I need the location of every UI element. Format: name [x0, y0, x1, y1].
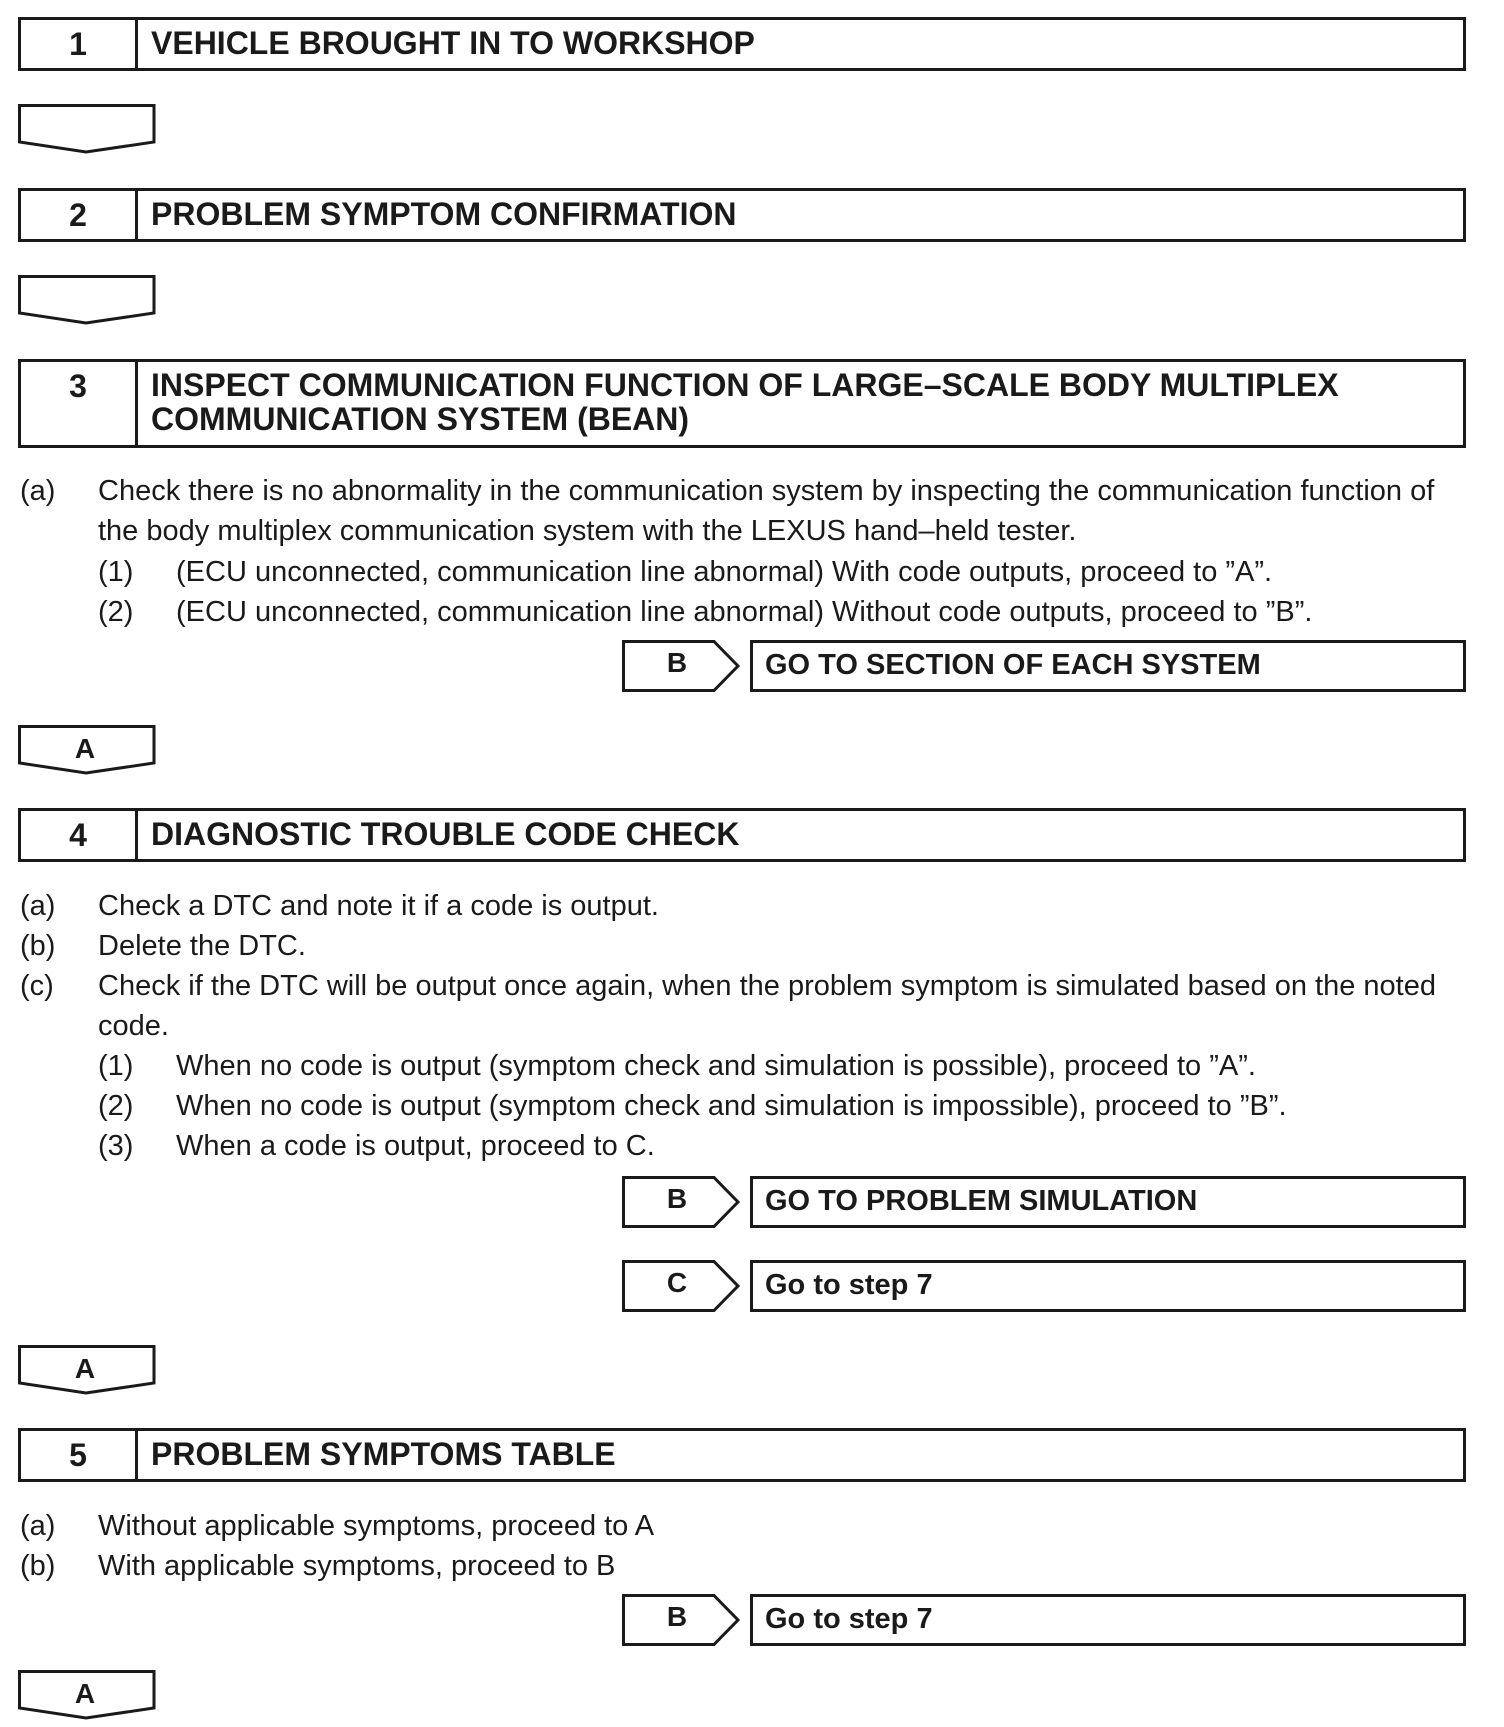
step-4-header: [18, 808, 1466, 862]
branch-key: B: [666, 647, 688, 678]
step-title: PROBLEM SYMPTOMS TABLE: [151, 1436, 616, 1472]
branch-key: B: [666, 1601, 688, 1632]
flow-arrow-a: [18, 1670, 156, 1724]
flow-label: A: [74, 1678, 96, 1709]
step-2-header: [18, 188, 1466, 242]
item-label: (c): [20, 970, 54, 1002]
step-title: DIAGNOSTIC TROUBLE CODE CHECK: [151, 816, 740, 852]
branch-b: [622, 1176, 1466, 1228]
item-label: (1): [98, 556, 134, 588]
step-title: INSPECT COMMUNICATION FUNCTION OF LARGE–SCALE BODY MULTIPLEX COMMUNICATION SYSTEM (BEAN): [151, 367, 1339, 437]
item-text: Delete the DTC.: [98, 930, 306, 962]
item-label: (2): [98, 1090, 134, 1122]
branch-key: C: [666, 1267, 688, 1298]
item-label: (1): [98, 1050, 134, 1082]
step-number: 5: [21, 1431, 138, 1479]
step-3-header: [18, 359, 1466, 448]
branch-b: [622, 640, 1466, 692]
branch-target: Go to step 7: [750, 1594, 1466, 1646]
item-text: Check a DTC and note it if a code is output.: [98, 890, 659, 922]
flow-label: A: [74, 733, 96, 764]
item-label: (b): [20, 930, 56, 962]
item-text: (ECU unconnected, communication line abnormal) With code outputs, proceed to ”A”.: [176, 556, 1273, 588]
step-number: 2: [21, 191, 138, 239]
branch-target: GO TO PROBLEM SIMULATION: [750, 1176, 1466, 1228]
branch-b: [622, 1594, 1466, 1646]
flow-arrow: [18, 104, 156, 158]
item-label: (a): [20, 475, 56, 507]
branch-c: [622, 1260, 1466, 1312]
step-number: 1: [21, 20, 138, 68]
item-text: (ECU unconnected, communication line abnormal) Without code outputs, proceed to ”B”.: [176, 596, 1313, 628]
item-text: When no code is output (symptom check and simulation is possible), proceed to ”A”.: [176, 1050, 1256, 1082]
branch-target: GO TO SECTION OF EACH SYSTEM: [750, 640, 1466, 692]
flow-arrow: [18, 275, 156, 329]
step-title: VEHICLE BROUGHT IN TO WORKSHOP: [151, 25, 755, 61]
step-number: 3: [21, 362, 138, 445]
flow-arrow-a: [18, 725, 156, 779]
item-text: Check if the DTC will be output once again, when the problem symptom is simulated based on the noted code.: [98, 970, 1436, 1042]
item-text: When a code is output, proceed to C.: [176, 1130, 655, 1162]
item-text: Without applicable symptoms, proceed to A: [98, 1510, 655, 1542]
item-text: Check there is no abnormality in the communication system by inspecting the communication function of the body multiplex communication system with the LEXUS hand–held tester.: [98, 475, 1435, 547]
branch-key: B: [666, 1183, 688, 1214]
flow-label: A: [74, 1353, 96, 1384]
branch-target: Go to step 7: [750, 1260, 1466, 1312]
item-text: With applicable symptoms, proceed to B: [98, 1550, 616, 1582]
flow-arrow-a: [18, 1345, 156, 1399]
item-label: (2): [98, 596, 134, 628]
step-title: PROBLEM SYMPTOM CONFIRMATION: [151, 196, 737, 232]
item-label: (b): [20, 1550, 56, 1582]
item-label: (3): [98, 1130, 134, 1162]
item-label: (a): [20, 1510, 56, 1542]
step-5-header: [18, 1428, 1466, 1482]
item-text: When no code is output (symptom check and simulation is impossible), proceed to ”B”.: [176, 1090, 1287, 1122]
step-1-header: [18, 17, 1466, 71]
item-label: (a): [20, 890, 56, 922]
step-number: 4: [21, 811, 138, 859]
